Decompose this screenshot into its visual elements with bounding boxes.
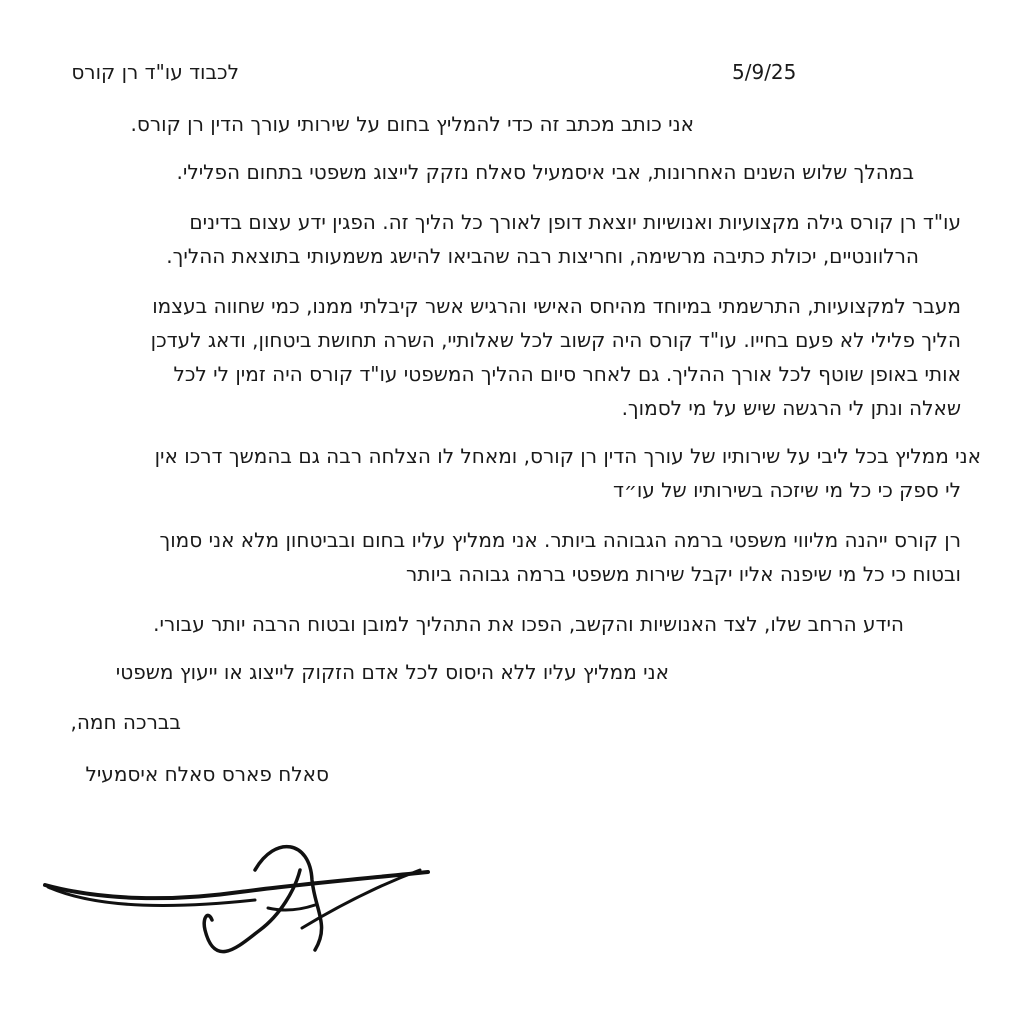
body-line: ובטוח כי כל מי שיפנה אליו יקבל שירות משפטי ברמה גבוהה ביותר: [406, 562, 961, 586]
body-line: הידע הרחב שלו, לצד האנושיות והקשב, הפכו את התהליך למובן ובטוח הרבה יותר עבורי.: [153, 612, 904, 636]
body-line: אני ממליץ בכל ליבי על שירותיו של עורך הדין רן קורס, ומאחל לו הצלחה רבה גם בהמשך דרכו אין: [154, 444, 981, 468]
letter-date: 5/9/25: [732, 60, 797, 84]
body-line: הליך פלילי לא פעם בחייו. עו"ד קורס היה קשוב לכל שאלותיי, השרה תחושת ביטחון, ודאג לעדכן: [150, 328, 961, 352]
letter-recipient: לכבוד עו"ד רן קורס: [71, 60, 239, 84]
handwritten-signature-icon: [40, 830, 440, 980]
body-line: אותי באופן שוטף לכל אורך ההליך. גם לאחר סיום ההליך המשפטי עו"ד קורס היה זמין לי לכל: [173, 362, 961, 386]
body-line: אני כותב מכתב זה כדי להמליץ בחום על שירותי עורך הדין רן קורס.: [130, 112, 694, 136]
closing-greeting: בברכה חמה,: [70, 710, 181, 734]
body-line: במהלך שלוש השנים האחרונות, אבי איסמעיל סאלח נזקק לייצוג משפטי בתחום הפלילי.: [176, 160, 914, 184]
body-line: אני ממליץ עליו ללא היסוס לכל אדם הזקוק לייצוג או ייעוץ משפטי: [115, 660, 669, 684]
signer-name: סאלח פארס סאלח איסמעיל: [85, 762, 329, 786]
body-line: שאלה ונתן לי הרגשה שיש על מי לסמוך.: [621, 396, 961, 420]
body-line: רן קורס ייהנה מליווי משפטי ברמה הגבוהה ביותר. אני ממליץ עליו בחום ובביטחון מלא אני סמוך: [159, 528, 961, 552]
body-line: עו"ד רן קורס גילה מקצועיות ואנושיות יוצאת דופן לאורך כל הליך זה. הפגין ידע עצום בדינים: [189, 210, 961, 234]
body-line: מעבר למקצועיות, התרשמתי במיוחד מהיחס האישי והרגיש אשר קיבלתי ממנו, כמי שחווה בעצמו: [152, 294, 961, 318]
body-line: הרלוונטיים, יכולת כתיבה מרשימה, וחריצות רבה שהביאו להישג משמעותי בתוצאת ההליך.: [166, 244, 919, 268]
body-line: לי ספק כי כל מי שיזכה בשירותיו של עו״ד: [613, 478, 961, 502]
